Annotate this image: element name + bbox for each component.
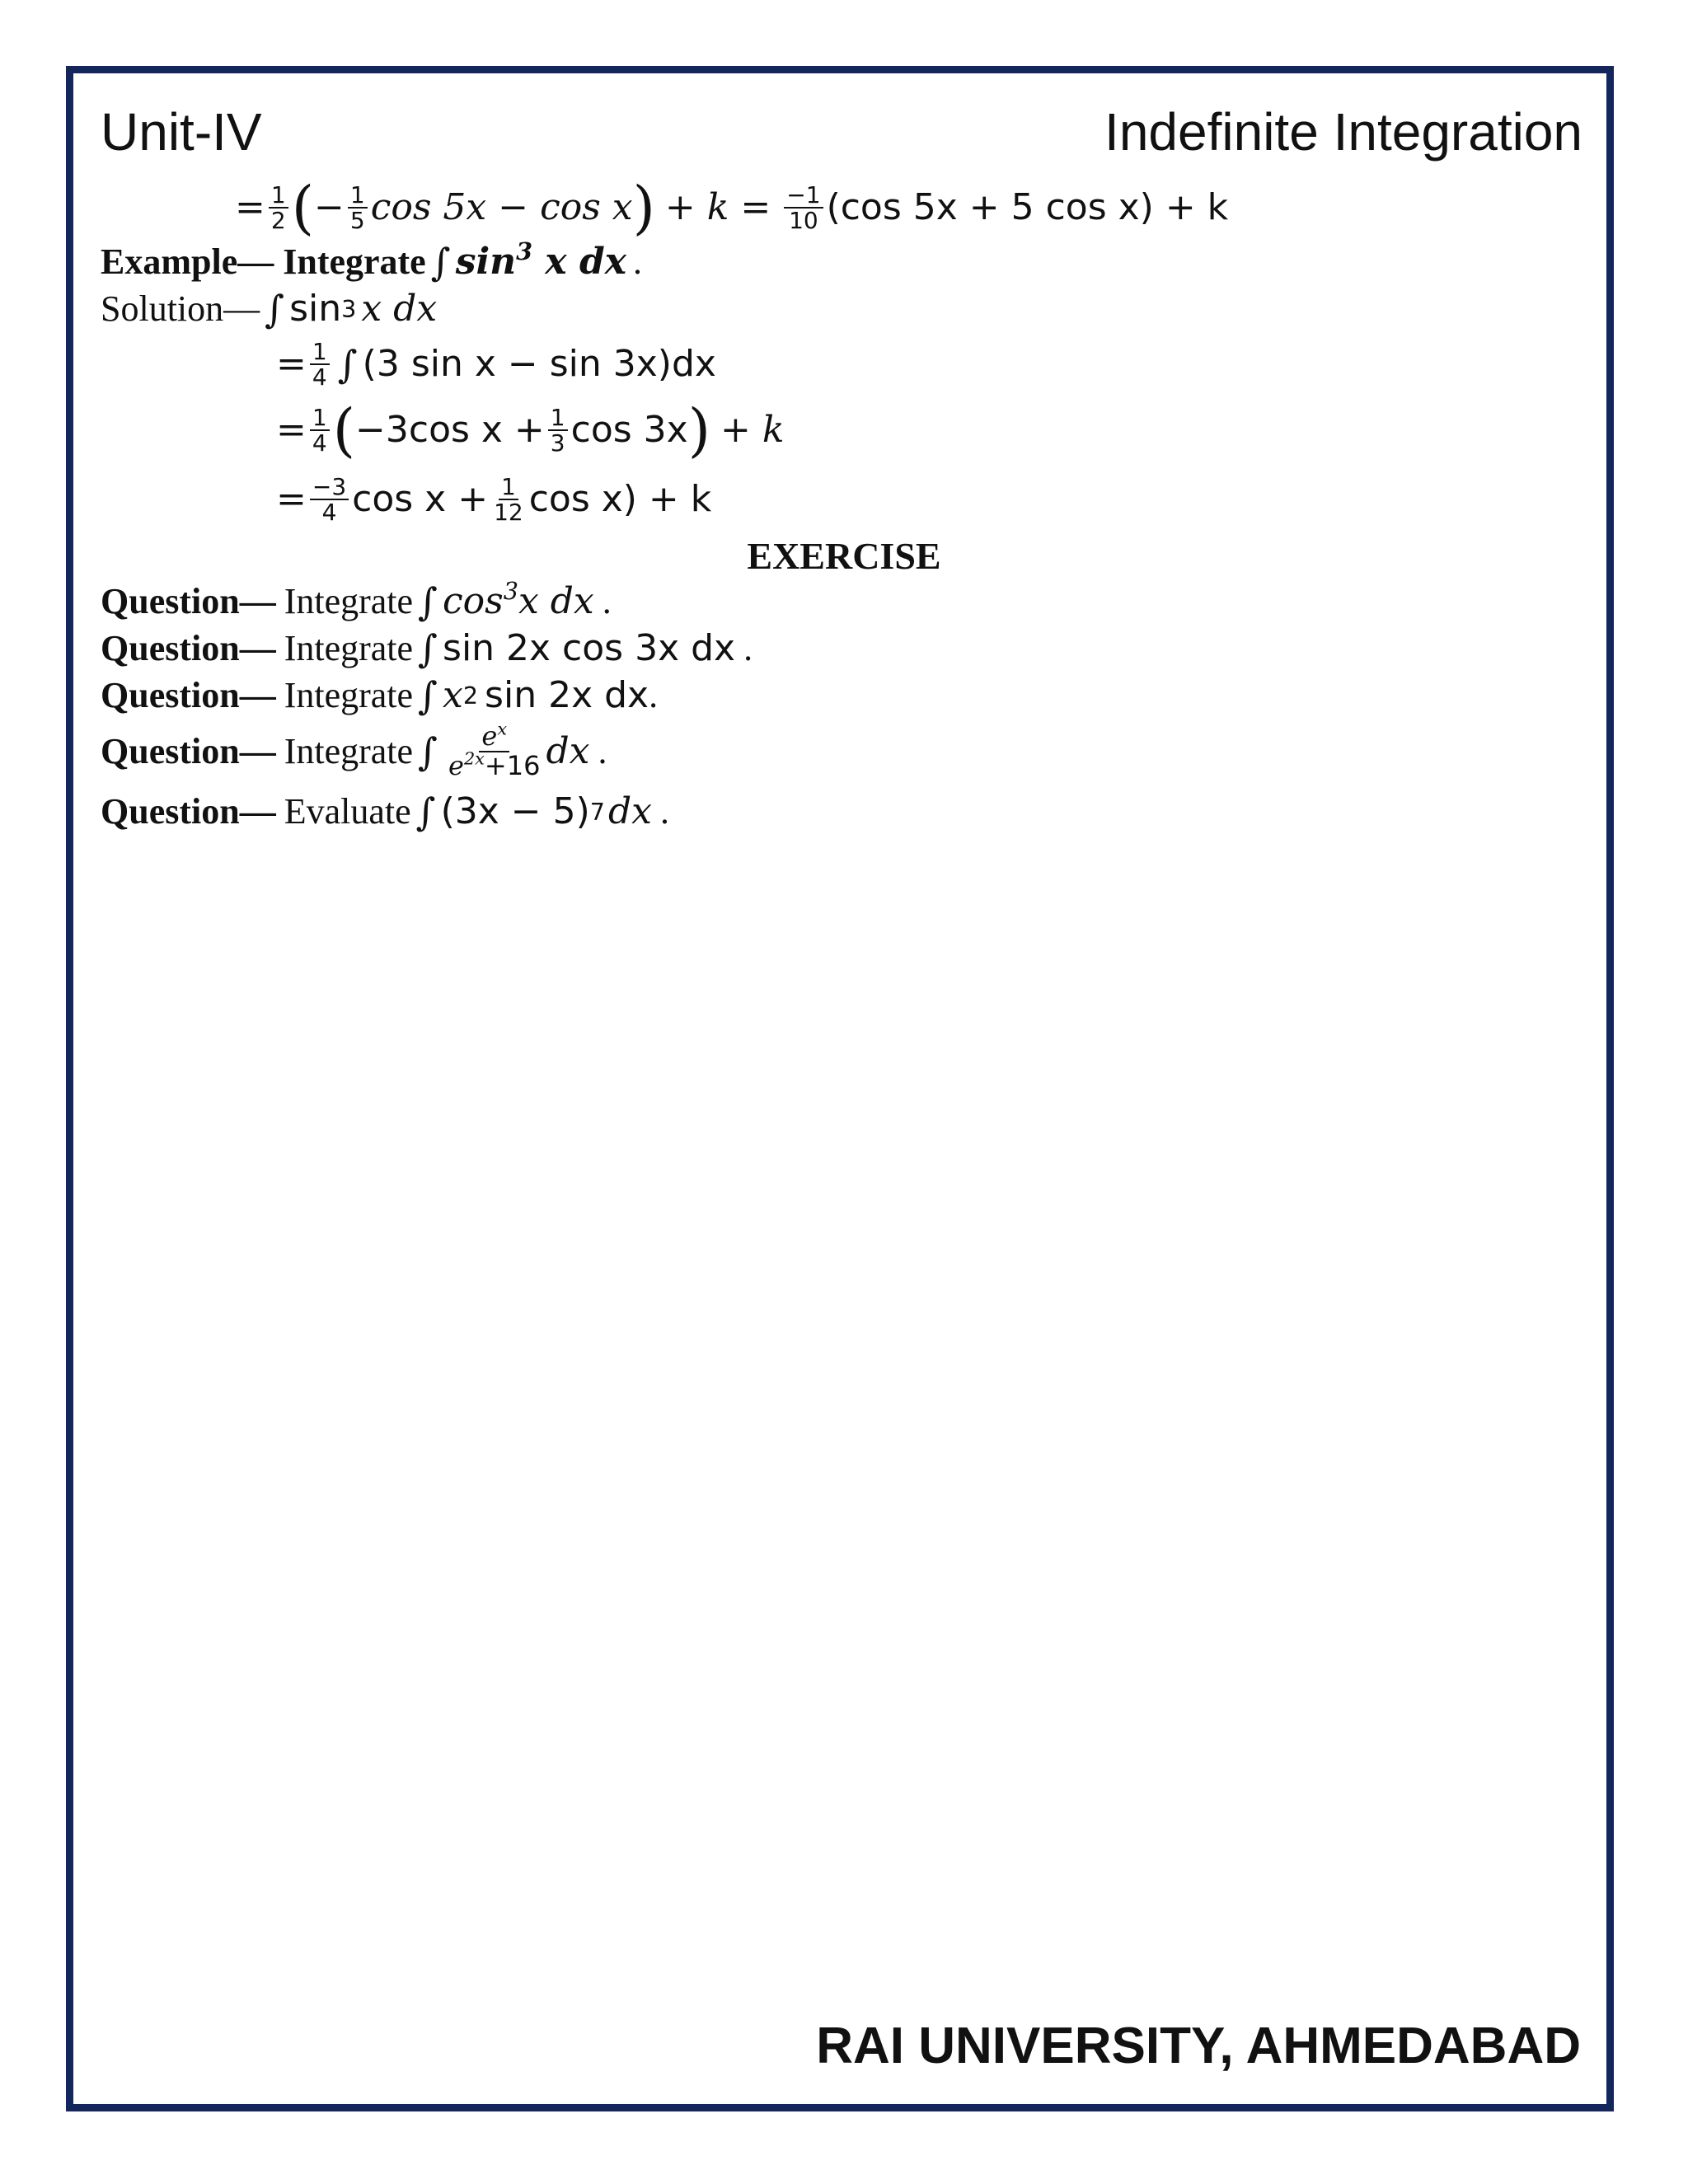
integral-sign: ∫ xyxy=(418,729,438,774)
integral-sign: ∫ xyxy=(265,287,285,331)
integral-sign: ∫ xyxy=(430,240,451,284)
question-3: Question— Integrate ∫ x 2 sin 2x dx . xyxy=(101,673,659,718)
solution-step-2: = $\frac{1}{4}$ ( −3cos x + $\frac{1}{3}$ cos 3x ) + k xyxy=(276,396,785,464)
fraction: $\frac{1}{2}$ xyxy=(269,183,288,233)
fraction: $\frac{-1}{10}$ xyxy=(784,183,823,233)
question-1: Question— Integrate ∫ $\cos^3x$ dx . xyxy=(101,576,612,624)
integral-sign: ∫ xyxy=(415,790,436,834)
fraction: $\frac{e^x}{e^{2x}+16}$ xyxy=(448,719,541,781)
solution-line: Solution— ∫ sin 3 x dx xyxy=(101,287,438,331)
university-footer: RAI UNIVERSITY, AHMEDABAD xyxy=(816,2018,1581,2074)
fraction: $\frac{1}{5}$ xyxy=(348,183,368,233)
exercise-heading: EXERCISE xyxy=(747,535,941,577)
integral-sign: ∫ xyxy=(418,579,438,624)
question-4: Question— Integrate ∫ $\frac{e^x}{e^{2x}+16}$ dx . xyxy=(101,719,607,781)
topic-title: Indefinite Integration xyxy=(1104,102,1582,162)
integral-sign: ∫ xyxy=(418,673,438,718)
solution-step-1: = $\frac{1}{4}$ ∫ (3 sin x − sin 3x)dx xyxy=(276,337,716,391)
integral-sign: ∫ xyxy=(418,626,438,671)
question-5: Question— Evaluate ∫ (3x − 5) 7 dx . xyxy=(101,790,669,834)
question-2: Question— Integrate ∫ sin 2x cos 3x dx . xyxy=(101,626,753,671)
solution-step-3: = $\frac{-3}{4}$ cos x + $\frac{1}{12}$ cos x) + k xyxy=(276,472,712,526)
example-line: Example— Integrate ∫ $\sin^3 x$ dx . xyxy=(101,237,642,284)
integral-sign: ∫ xyxy=(337,342,358,387)
continued-result-line: = $\frac{1}{2}$ ( − $\frac{1}{5}$ cos 5x − cos x ) + k = $\frac{-1}{10}$ (cos 5x + 5 cos x) + k xyxy=(235,174,1229,241)
unit-label: Unit-IV xyxy=(101,102,262,162)
